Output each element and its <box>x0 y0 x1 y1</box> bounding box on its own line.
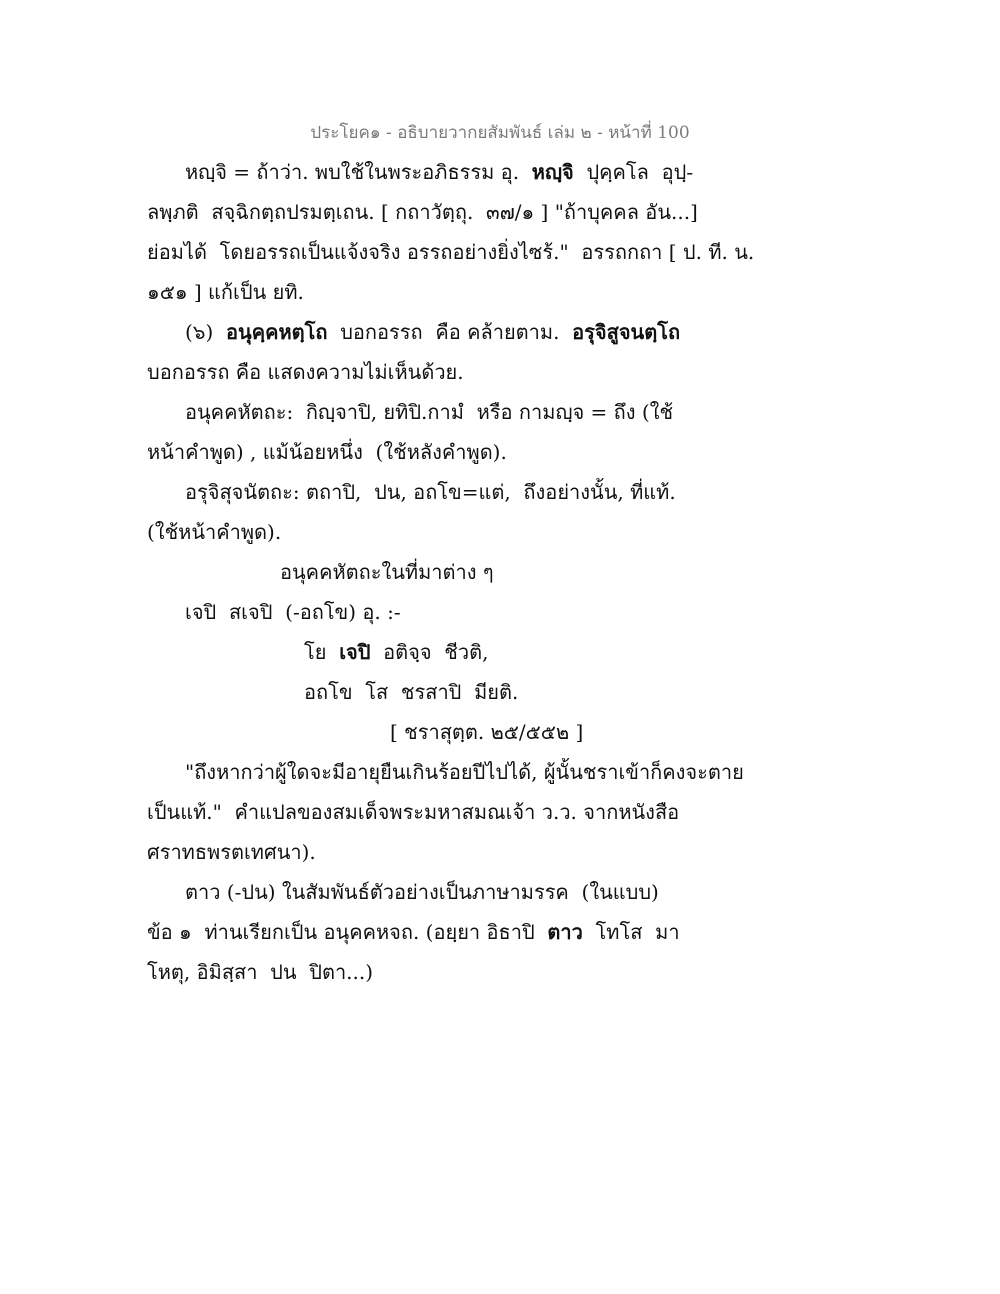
text-line <box>0 872 1000 912</box>
text-span: อรุจิสุจนัตถะ: ตถาปิ, ปน, อถโข=แต่, ถึงอย่างนั้น, ที่แท้. <box>185 480 676 504</box>
text-span: [ ชราสุตฺต. ๒๕/๕๕๒ ] <box>390 720 584 744</box>
text-span: ลพฺภติ สจฺฉิกตฺถปรมตฺเถน. [ กถาวัตฺถุ. ๓๗/๑ ] "ถ้าบุคคล อัน...] <box>147 200 698 224</box>
text-span: โหตุ, อิมิสฺสา ปน ปิตา...) <box>147 960 374 984</box>
text-line <box>0 392 1000 432</box>
text-line <box>0 832 1000 872</box>
bold-term: อรุจิสูจนตฺโถ <box>572 320 681 344</box>
text-span: หญฺจิ = ถ้าว่า. พบใช้ในพระอภิธรรม อุ. <box>185 160 532 184</box>
text-line <box>0 192 1000 232</box>
text-span: บอกอรรถ คือ คล้ายตาม. <box>327 320 573 344</box>
text-line <box>0 352 1000 392</box>
text-line <box>0 512 1000 552</box>
section-subheading <box>0 552 1000 592</box>
text-span: ข้อ ๑ ท่านเรียกเป็น อนุคคหจถ. (อยฺยา อิธาปิ <box>147 920 548 944</box>
bold-term: ตาว <box>547 920 583 944</box>
text-span: เจปิ สเจปิ (-อถโข) อุ. :- <box>185 600 401 624</box>
text-line <box>0 912 1000 952</box>
text-span: ย่อมได้ โดยอรรถเป็นแจ้งจริง อรรถอย่างยิ่งไซร้." อรรถกถา [ ป. ที. น. <box>147 240 755 264</box>
text-line <box>0 432 1000 472</box>
text-span: ๑๕๑ ] แก้เป็น ยทิ. <box>147 280 304 304</box>
text-line <box>0 952 1000 992</box>
text-span: ตาว (-ปน) ในสัมพันธ์ตัวอย่างเป็นภาษามรรค (ในแบบ) <box>185 880 659 904</box>
text-span: ปุคฺคโล อุปฺ- <box>573 160 694 184</box>
text-line <box>0 752 1000 792</box>
text-line <box>0 472 1000 512</box>
text-span: (๖) <box>185 320 227 344</box>
verse-reference <box>0 712 1000 752</box>
text-line <box>0 312 1000 352</box>
text-span: อถโข โส ชรสาปิ มียติ. <box>304 680 519 704</box>
text-span: (ใช้หน้าคำพูด). <box>147 520 282 544</box>
text-span: อนุคคหัตถะ: กิญฺจาปิ, ยทิปิ.กามํ หรือ กามญฺจ = ถึง (ใช้ <box>185 400 674 424</box>
text-span: "ถึงหากว่าผู้ใดจะมีอายุยืนเกินร้อยปีไปได้, ผู้นั้นชราเข้าก็คงจะตาย <box>185 760 744 784</box>
text-span: หน้าคำพูด) , แม้น้อยหนึ่ง (ใช้หลังคำพูด). <box>147 440 507 464</box>
bold-term: เจปิ <box>339 640 371 664</box>
body-text <box>0 152 1000 992</box>
text-span: อนุคคหัตถะในที่มาต่าง ๆ <box>280 560 494 584</box>
text-line <box>0 232 1000 272</box>
text-line <box>0 592 1000 632</box>
verse-line <box>0 632 1000 672</box>
text-span: อติจฺจ ชีวติ, <box>370 640 489 664</box>
running-head: ประโยค๑ - อธิบายวากยสัมพันธ์ เล่ม ๒ - หน้าที่ 100 <box>310 123 690 143</box>
verse-line <box>0 672 1000 712</box>
text-span: ศราทธพรตเทศนา). <box>147 840 316 864</box>
text-span: เป็นแท้." คำแปลของสมเด็จพระมหาสมณเจ้า ว.ว. จากหนังสือ <box>147 800 680 824</box>
text-span: บอกอรรถ คือ แสดงความไม่เห็นด้วย. <box>147 360 464 384</box>
text-line <box>0 272 1000 312</box>
text-line <box>0 152 1000 192</box>
text-span: โทโส มา <box>582 920 680 944</box>
bold-term: หญฺจิ <box>531 160 574 184</box>
bold-term: อนุคฺคหตฺโถ <box>226 320 328 344</box>
text-line <box>0 792 1000 832</box>
text-span: โย <box>304 640 340 664</box>
